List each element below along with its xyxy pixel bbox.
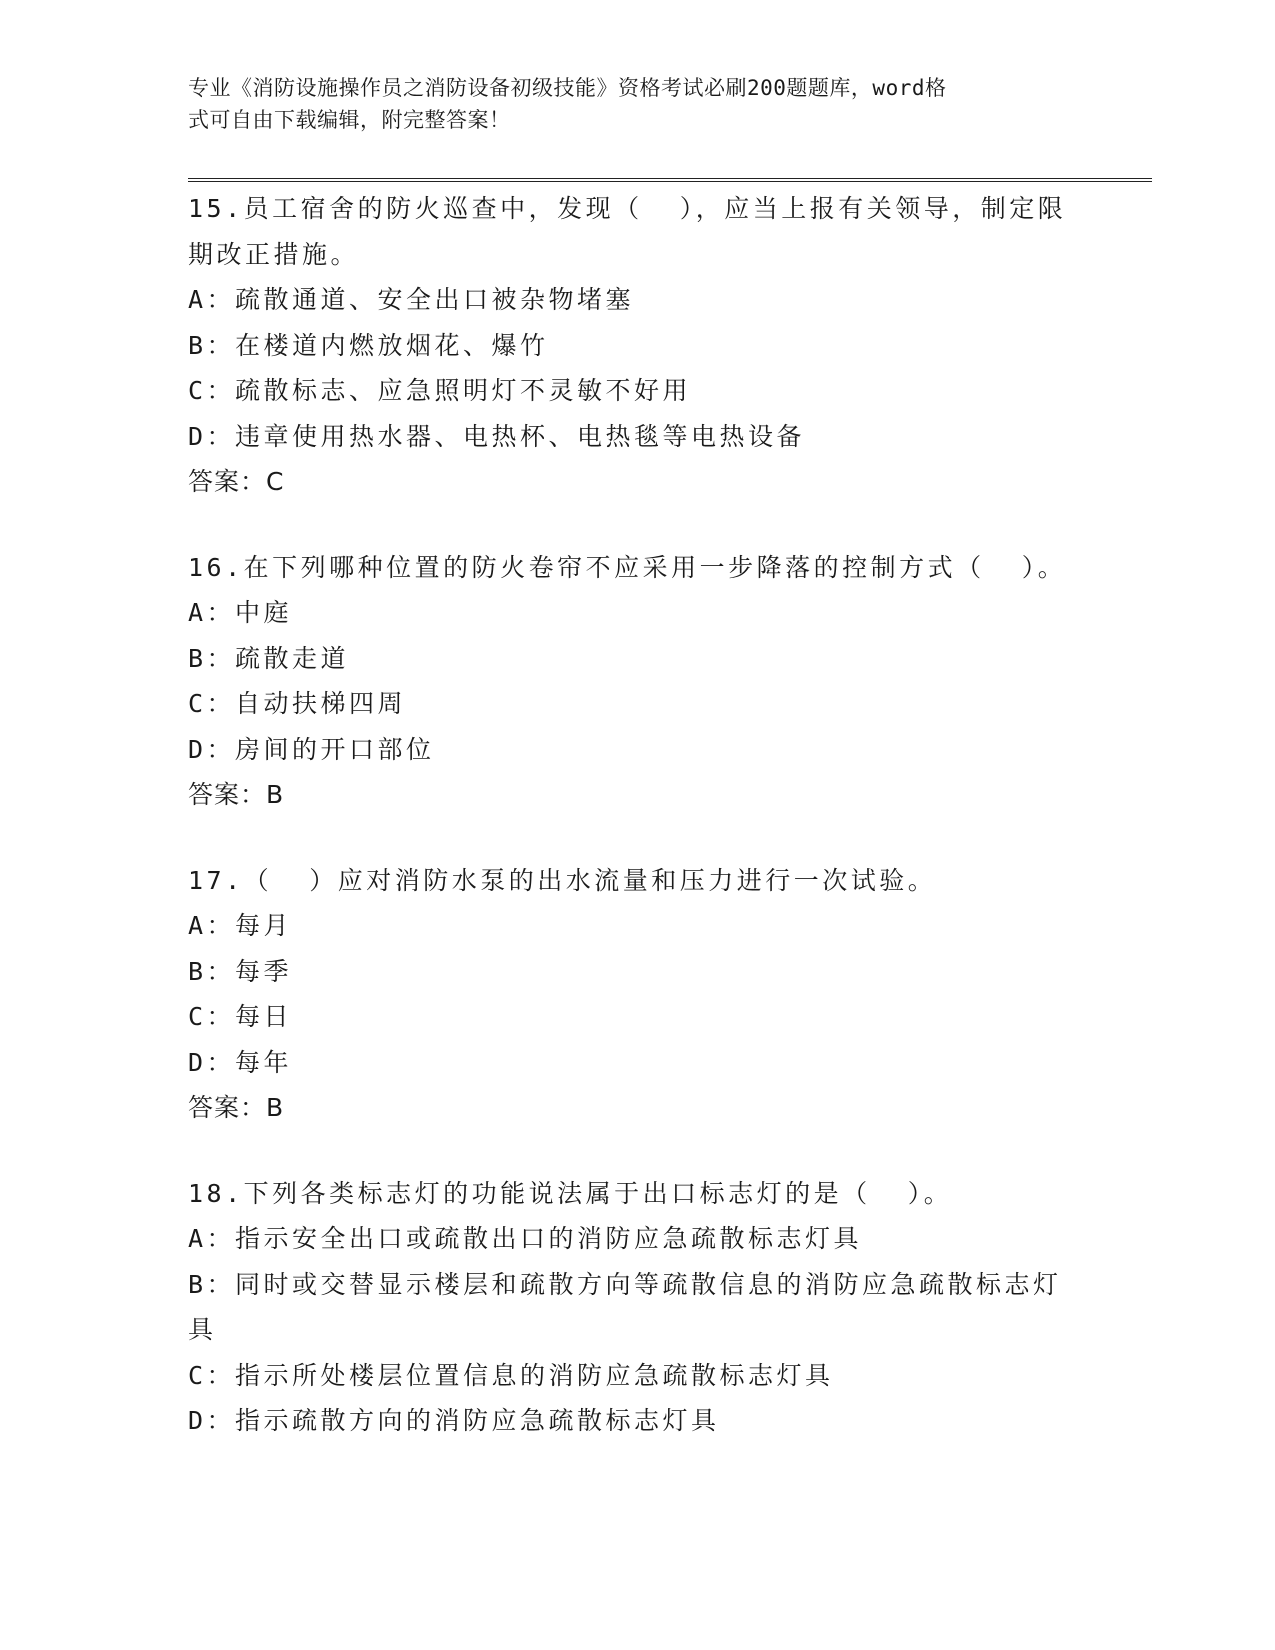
option-b-continued: 具 (188, 1315, 217, 1344)
header-line-1: 专业《消防设施操作员之消防设备初级技能》资格考试必刷200题题库，word格 (188, 76, 947, 100)
question-18 (188, 1171, 1088, 1444)
answer-line: 答案：C (188, 467, 285, 496)
document-header (188, 72, 1068, 136)
option-c: C：疏散标志、应急照明灯不灵敏不好用 (188, 376, 692, 405)
question-17 (188, 858, 1088, 1131)
question-16 (188, 545, 1088, 818)
option-a: A：疏散通道、安全出口被杂物堵塞 (188, 285, 635, 314)
question-stem: 期改正措施。 (188, 239, 360, 269)
option-c: C：指示所处楼层位置信息的消防应急疏散标志灯具 (188, 1360, 834, 1390)
option-c: C：每日 (188, 1002, 293, 1031)
question-stem: 17.（ ）应对消防水泵的出水流量和压力进行一次试验。 (188, 865, 937, 895)
option-d: D：违章使用热水器、电热杯、电热毯等电热设备 (188, 421, 806, 451)
option-b: B：每季 (188, 956, 293, 986)
option-d: D：房间的开口部位 (188, 734, 435, 764)
header-line-2: 式可自由下载编辑，附完整答案！ (188, 108, 511, 132)
answer-line: 答案：B (188, 780, 285, 809)
option-a: A：中庭 (188, 598, 293, 627)
option-a: A：每月 (188, 911, 293, 940)
option-a: A：指示安全出口或疏散出口的消防应急疏散标志灯具 (188, 1224, 863, 1253)
question-15 (188, 186, 1088, 505)
question-stem: 16.在下列哪种位置的防火卷帘不应采用一步降落的控制方式（ ）。 (188, 552, 1067, 582)
option-c: C：自动扶梯四周 (188, 689, 407, 718)
option-b: B：疏散走道 (188, 643, 350, 673)
option-b: B：同时或交替显示楼层和疏散方向等疏散信息的消防应急疏散标志灯 (188, 1269, 1062, 1299)
question-list (188, 186, 1088, 1484)
header-divider (188, 178, 1152, 182)
option-d: D：每年 (188, 1047, 293, 1077)
question-stem: 15.员工宿舍的防火巡查中，发现（ ），应当上报有关领导，制定限 (188, 194, 1067, 223)
answer-line: 答案：B (188, 1093, 285, 1122)
option-d: D：指示疏散方向的消防应急疏散标志灯具 (188, 1406, 720, 1435)
option-b: B：在楼道内燃放烟花、爆竹 (188, 330, 549, 360)
question-stem: 18.下列各类标志灯的功能说法属于出口标志灯的是（ ）。 (188, 1178, 953, 1208)
